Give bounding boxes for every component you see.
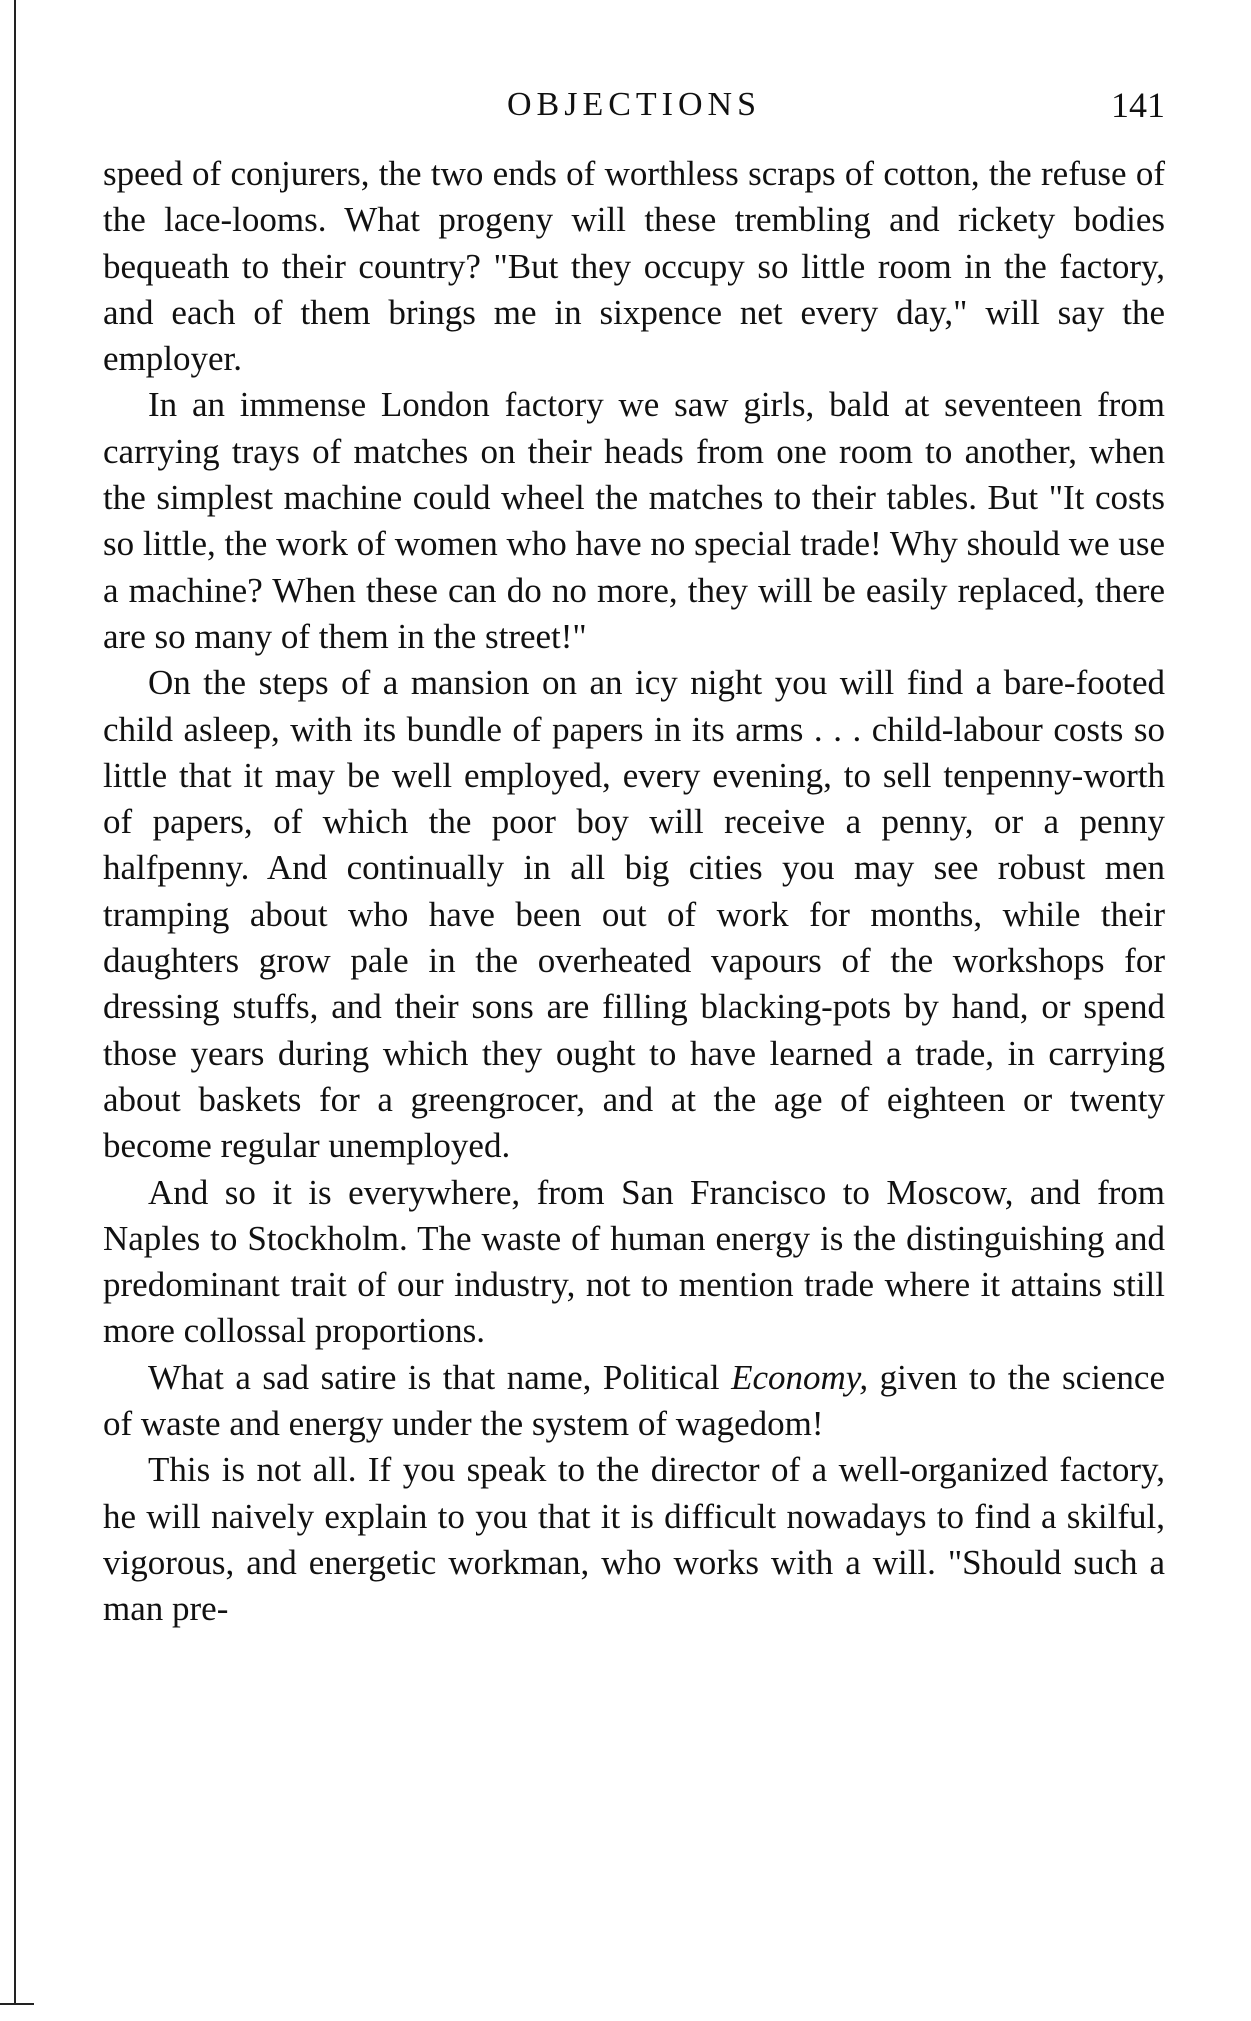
italic-economy: Economy,: [731, 1357, 869, 1397]
paragraph-5-text-end: given to the science of waste and energy under the system of wagedom!: [103, 1357, 1165, 1444]
body-text: [103, 151, 1165, 1633]
paragraph-6: This is not all. If you speak to the director of a well-organized factory, he will naively explain to you that it is difficult nowadays to find a skilful, vigorous, and energetic workman, who works with a will. "Should such a man pre-: [103, 1450, 1165, 1629]
paragraph-5: [103, 1355, 1165, 1448]
paragraph-5-text-start: What a sad satire is that name, Political: [148, 1357, 732, 1397]
paragraph-3: On the steps of a mansion on an icy night you will find a bare-footed child asleep, with its bundle of papers in its arms . . . child-labour costs so little that it may be well employed, every evening, to sell tenpenny-worth of papers, of which the poor boy will receive a penny, or a penny halfpenny. And continually in all big cities you may see robust men tramping about who have been out of work for months, while their daughters grow pale in the overheated vapours of the workshops for dressing stuffs, and their sons are filling blacking-pots by hand, or spend those years during which they ought to have learned a trade, in carrying about baskets for a greengrocer, and at the age of eighteen or twenty become regular unemployed.: [103, 663, 1165, 1166]
running-header: [103, 80, 1165, 130]
page-binding-edge: [14, 0, 16, 2005]
page-number: 141: [1111, 85, 1165, 125]
paragraph-2: In an immense London factory we saw girls, bald at seventeen from carrying trays of matches on their heads from one room to another, when the simplest machine could wheel the matches to their tables. But "It costs so little, the work of women who have no special trade! Why should we use a machine? When these can do no more, they will be easily replaced, there are so many of them in the street!": [103, 385, 1165, 656]
page-binding-foot: [0, 2003, 34, 2005]
paragraph-4: And so it is everywhere, from San Francisco to Moscow, and from Naples to Stockholm. The waste of human energy is the distinguishing and predominant trait of our industry, not to mention trade where it attains still more collossal proportions.: [103, 1172, 1165, 1351]
running-title: OBJECTIONS: [506, 86, 762, 123]
paragraph-1: speed of conjurers, the two ends of worthless scraps of cotton, the refuse of the lace-looms. What progeny will these trembling and rickety bodies bequeath to their country? "But they occupy so little room in the factory, and each of them brings me in sixpence net every day," will say the employer.: [103, 154, 1165, 379]
